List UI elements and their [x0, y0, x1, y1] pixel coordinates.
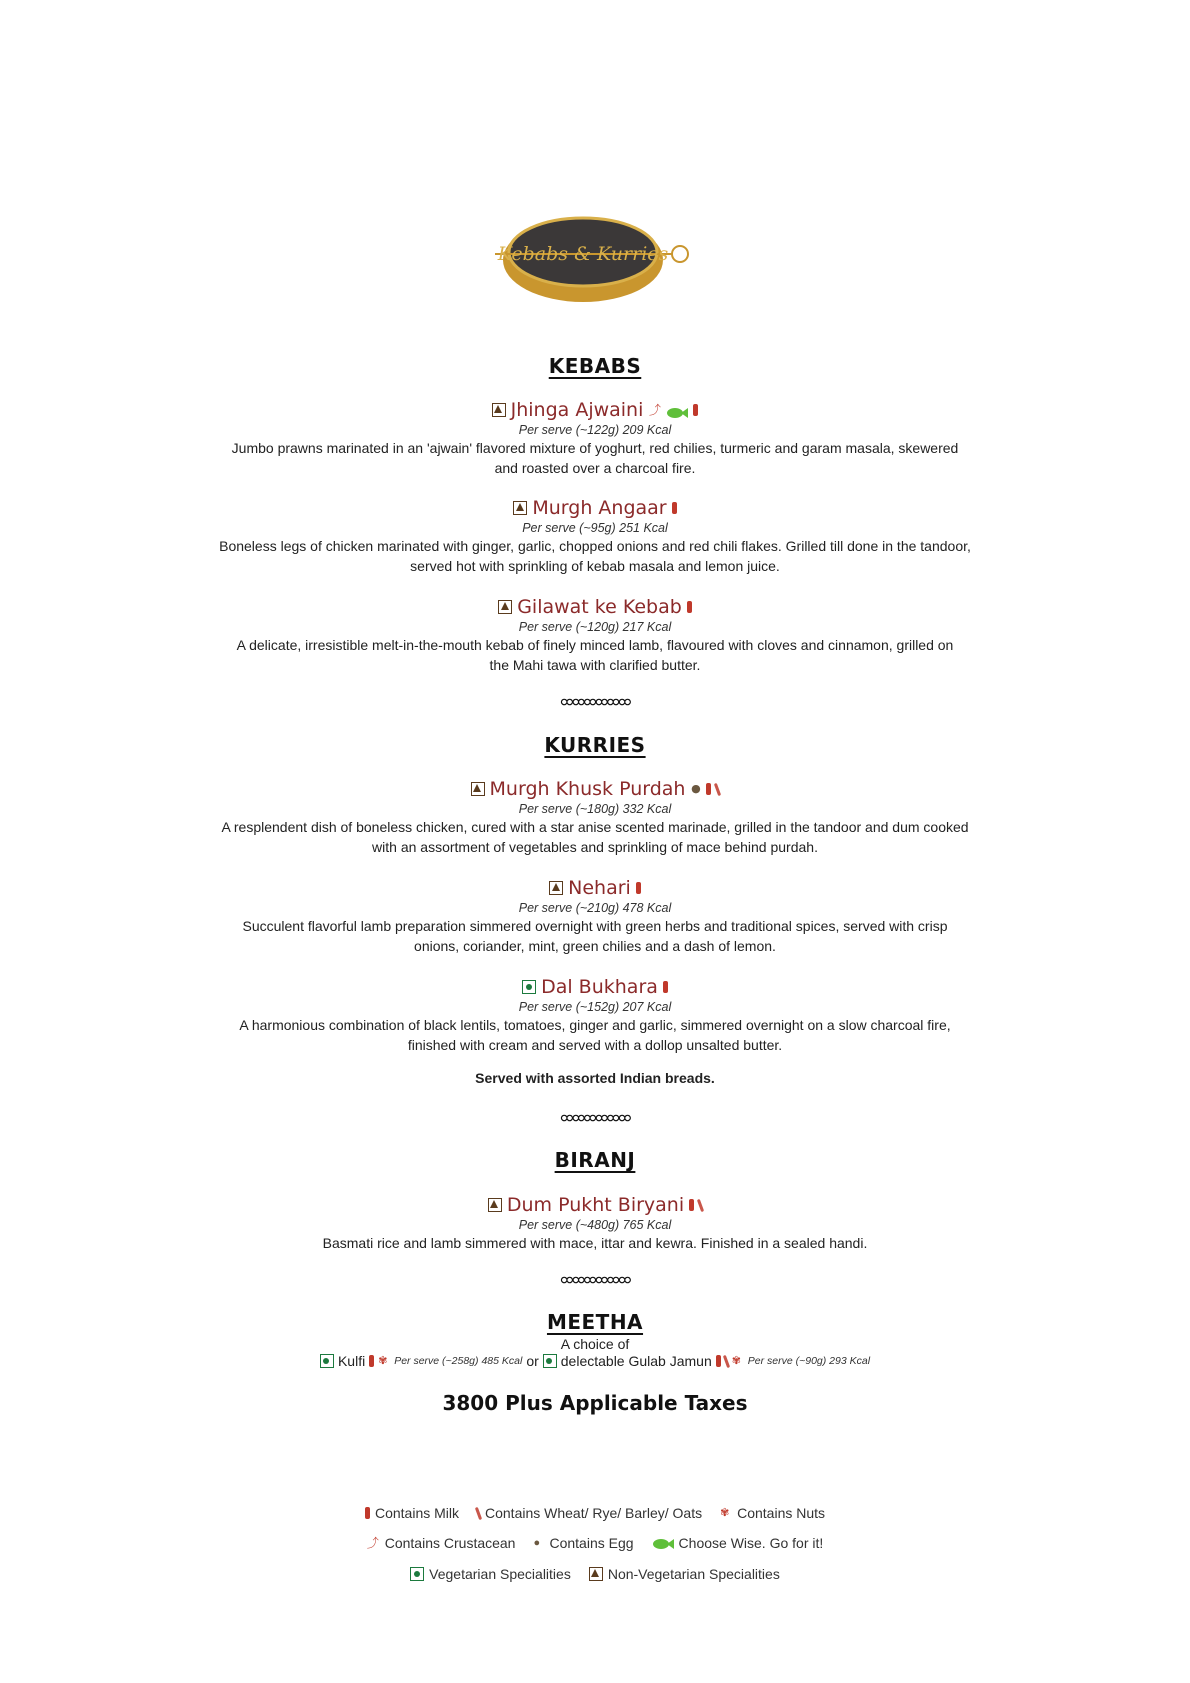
legend-label: Non-Vegetarian Specialities	[607, 1566, 780, 1582]
milk-icon	[672, 502, 677, 514]
dish-dal-bukhara	[0, 975, 1190, 1055]
non-veg-icon	[589, 1567, 603, 1581]
non-veg-icon	[488, 1198, 502, 1212]
egg-icon: ●	[691, 782, 701, 795]
crustacean-icon: ⤴	[648, 403, 661, 417]
dish-name: Dal Bukhara	[541, 976, 658, 998]
non-veg-icon	[492, 403, 506, 417]
non-veg-icon	[549, 881, 563, 895]
milk-icon	[689, 1199, 694, 1211]
nuts-icon: ✾	[720, 1507, 730, 1519]
legend-milk	[365, 1505, 459, 1521]
per-serve: Per serve (~180g) 332 Kcal	[518, 802, 672, 816]
legend-label: Vegetarian Specialities	[429, 1566, 571, 1582]
per-serve: Per serve (~210g) 478 Kcal	[518, 901, 672, 915]
legend-row-2	[0, 1535, 1190, 1551]
dish-description: Jumbo prawns marinated in an 'ajwain' flavored mixture of yoghurt, red chilies, turmeric and garam masala, skewered and roasted over a charcoal fire.	[231, 440, 959, 476]
section-title-kurries: KURRIES	[544, 733, 646, 757]
legend-egg	[533, 1535, 633, 1551]
milk-icon	[706, 783, 711, 795]
legend-label: Contains Milk	[374, 1505, 459, 1521]
nuts-icon: ✾	[378, 1355, 388, 1367]
dish-description: A delicate, irresistible melt-in-the-mouth kebab of finely minced lamb, flavoured with cloves and cinnamon, grilled on the Mahi tawa with clarified butter.	[236, 637, 954, 673]
legend-label: Choose Wise. Go for it!	[678, 1535, 824, 1551]
veg-icon	[320, 1354, 334, 1368]
dish-name: Gilawat ke Kebab	[517, 596, 682, 618]
meetha-intro: A choice of	[560, 1336, 630, 1352]
dish-name: Murgh Angaar	[532, 497, 667, 519]
milk-icon	[693, 404, 698, 416]
nuts-icon: ✾	[731, 1355, 741, 1367]
dish-description: Basmati rice and lamb simmered with mace, ittar and kewra. Finished in a sealed handi.	[322, 1235, 868, 1251]
dish-description: Boneless legs of chicken marinated with ginger, garlic, chopped onions and red chili flakes. Grilled till done in the tandoor, served hot with sprinkling of kebab masala and lemon juice.	[219, 538, 971, 574]
per-serve: Per serve (~152g) 207 Kcal	[518, 1000, 672, 1014]
wheat-icon	[723, 1354, 730, 1367]
milk-icon	[687, 601, 692, 613]
choose-wise-icon	[666, 404, 688, 416]
restaurant-logo	[495, 208, 695, 308]
veg-icon	[543, 1354, 557, 1368]
dish-name: Jhinga Ajwaini	[510, 399, 644, 421]
per-serve: Per serve (~480g) 765 Kcal	[518, 1218, 672, 1232]
ornament-divider: ထထထထထထ	[560, 694, 630, 709]
veg-icon	[522, 980, 536, 994]
wheat-icon	[475, 1506, 482, 1519]
legend-row-1	[0, 1505, 1190, 1521]
dish-name: Murgh Khusk Purdah	[489, 778, 686, 800]
meetha-options	[0, 1353, 1190, 1369]
wheat-icon	[714, 782, 721, 795]
milk-icon	[716, 1355, 721, 1367]
dish-description: A harmonious combination of black lentils, tomatoes, ginger and garlic, simmered overnight on a slow charcoal fire, finished with cream and served with a dollop unsalted butter.	[239, 1017, 951, 1053]
dish-murgh-khusk-purdah	[0, 777, 1190, 857]
svg-text:Kebabs & Kurries: Kebabs & Kurries	[497, 243, 669, 265]
per-serve: Per serve (~95g) 251 Kcal	[522, 521, 668, 535]
legend-wheat	[477, 1505, 702, 1521]
breads-note: Served with assorted Indian breads.	[475, 1070, 715, 1086]
legend-crustacean	[367, 1535, 516, 1551]
kulfi-per-serve: Per serve (~258g) 485 Kcal	[394, 1355, 523, 1367]
legend-choose-wise	[652, 1535, 824, 1551]
wheat-icon	[697, 1198, 704, 1211]
dish-dum-pukht-biryani	[0, 1193, 1190, 1253]
legend-label: Contains Egg	[549, 1535, 634, 1551]
milk-icon	[663, 981, 668, 993]
legend-label: Contains Nuts	[737, 1505, 826, 1521]
non-veg-icon	[498, 600, 512, 614]
per-serve: Per serve (~120g) 217 Kcal	[518, 620, 672, 634]
veg-icon	[410, 1567, 424, 1581]
price-text: 3800 Plus Applicable Taxes	[442, 1391, 748, 1415]
section-title-biranj: BIRANJ	[554, 1148, 636, 1172]
legend-veg	[410, 1566, 571, 1582]
milk-icon	[636, 882, 641, 894]
non-veg-icon	[471, 782, 485, 796]
dish-name: Dum Pukht Biryani	[506, 1194, 685, 1216]
or-text: or	[526, 1353, 539, 1369]
dish-jhinga-ajwaini	[0, 398, 1190, 478]
dish-nehari	[0, 876, 1190, 956]
kulfi-name: Kulfi	[337, 1353, 366, 1369]
ornament-divider: ထထထထထထ	[560, 1110, 630, 1125]
legend-nonveg	[589, 1566, 780, 1582]
dish-murgh-angaar	[0, 496, 1190, 576]
legend-label: Contains Crustacean	[384, 1535, 516, 1551]
dish-description: Succulent flavorful lamb preparation simmered overnight with green herbs and traditional spices, served with crisp onions, coriander, mint, green chilies and a dash of lemon.	[242, 918, 948, 954]
gulab-jamun-per-serve: Per serve (~90g) 293 Kcal	[747, 1355, 871, 1367]
ornament-divider: ထထထထထထ	[560, 1272, 630, 1287]
egg-icon: ●	[533, 1537, 541, 1549]
legend-label: Contains Wheat/ Rye/ Barley/ Oats	[485, 1505, 703, 1521]
non-veg-icon	[513, 501, 527, 515]
dish-name: Nehari	[568, 877, 631, 899]
per-serve: Per serve (~122g) 209 Kcal	[518, 423, 672, 437]
milk-icon	[369, 1355, 374, 1367]
choose-wise-icon	[652, 1537, 674, 1549]
crustacean-icon: ⤴	[366, 1536, 379, 1550]
legend-nuts	[720, 1505, 825, 1521]
section-title-kebabs: KEBABS	[548, 354, 642, 378]
legend-row-3	[0, 1566, 1190, 1582]
section-title-meetha: MEETHA	[546, 1310, 644, 1334]
dish-gilawat-ke-kebab	[0, 595, 1190, 675]
gulab-jamun-name: delectable Gulab Jamun	[560, 1353, 712, 1369]
dish-description: A resplendent dish of boneless chicken, cured with a star anise scented marinade, grilled in the tandoor and dum cooked with an assortment of vegetables and sprinkling of mace behind purdah.	[221, 819, 969, 855]
milk-icon	[365, 1507, 370, 1519]
